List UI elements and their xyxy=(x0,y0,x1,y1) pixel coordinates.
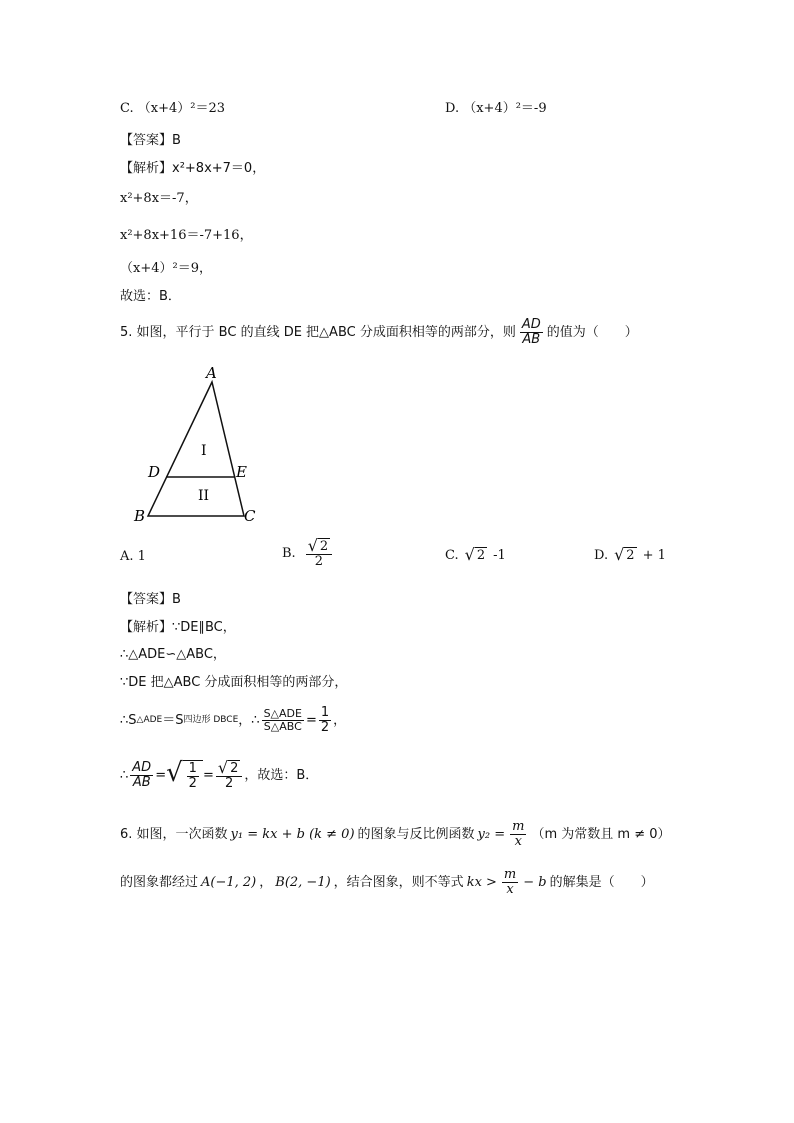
q4-explain-3: x²+8x+16＝-7+16， xyxy=(120,228,253,243)
q5-explain-5-eq2: = xyxy=(202,768,214,784)
q6-line1-b: 的图象与反比例函数 xyxy=(357,827,475,843)
label-b: B xyxy=(134,507,146,525)
q5-option-d-tail: + 1 xyxy=(642,547,666,563)
q5-explain-5-ratio-den: AB xyxy=(132,775,151,791)
q6-line1-func1: y₁ = kx + b (k ≠ 0) xyxy=(230,827,355,843)
q5-explain-5-result: √ 2 2 xyxy=(216,760,242,792)
q6-line1-x: x xyxy=(514,834,522,850)
q6-line2-b: ，结合图象，则不等式 xyxy=(333,875,464,891)
q4-explain-2: x²+8x＝-7， xyxy=(120,191,198,206)
q5-option-c: C. √ 2 -1 xyxy=(445,545,506,564)
region-1-label: I xyxy=(201,443,207,459)
region-2-label: II xyxy=(198,488,210,504)
q5-triangle-figure xyxy=(120,360,270,530)
q5-option-b-rad: 2 xyxy=(319,539,329,554)
q5-explain-4-ratio xyxy=(262,708,304,733)
q6-line2-a: 的图象都经过 xyxy=(120,875,199,891)
q5-option-b-den: 2 xyxy=(314,554,324,570)
q5-explain-4-half xyxy=(319,706,331,736)
q5-answer: 【答案】B xyxy=(120,592,181,607)
q5-explain-5 xyxy=(120,760,318,792)
q5-stem xyxy=(120,318,638,348)
q6-line2-fraction xyxy=(502,868,518,898)
q4-explain-4: （x+4）²＝9， xyxy=(120,261,212,276)
q6-line-1 xyxy=(120,820,671,850)
q5-explain-5-sqrt-half: √ $\frac{1}{2}$ xyxy=(166,760,203,792)
label-c: C xyxy=(244,507,256,525)
triangle-abc xyxy=(148,382,244,516)
q6-line2-point-b: B(2, −1) xyxy=(275,875,331,891)
q5-explain-5-ratio xyxy=(130,761,153,791)
q5-option-d-prefix: D. xyxy=(594,547,609,563)
q5-explain-5-half-den: 2 xyxy=(188,776,197,792)
q5-explain-2: ∴△ADE∽△ABC， xyxy=(120,647,226,662)
q5-option-b-num: √ 2 xyxy=(306,538,332,555)
q5-explain-4-eq: = xyxy=(305,713,317,729)
q5-stem-text: 5. 如图，平行于 BC 的直线 DE 把△ABC 分成面积相等的两部分，则 xyxy=(120,325,516,341)
q5-explain-5-half-num: 1 xyxy=(188,761,197,776)
q5-explain-4-ratio-den: S△ABC xyxy=(263,720,302,734)
q6-line2-ineq: kx > xyxy=(466,875,497,891)
label-e: E xyxy=(236,463,247,481)
q6-line1-m: m xyxy=(512,819,525,834)
q4-explain-1: 【解析】x²+8x+7＝0， xyxy=(120,161,266,176)
q5-explain-4-b: ＝S xyxy=(162,713,184,729)
q5-explain-5-tail: ，故选：B． xyxy=(244,768,319,784)
q6-line-2 xyxy=(120,868,654,898)
q5-option-b-fraction xyxy=(306,538,332,570)
q4-option-d: D. （x+4）²＝-9 xyxy=(445,101,547,116)
q6-line2-m: m xyxy=(503,867,517,882)
q6-line1-a: 6. 如图，一次函数 xyxy=(120,827,228,843)
q5-explain-5-a: ∴ xyxy=(120,768,129,784)
q6-line1-c: （m 为常数且 m ≠ 0） xyxy=(531,827,671,843)
q4-explain-5: 故选：B． xyxy=(120,289,181,304)
q5-option-d: D. √ 2 + 1 xyxy=(594,545,666,564)
q5-explain-5-result-rad: 2 xyxy=(230,761,239,776)
q5-option-d-rad: 2 xyxy=(626,548,635,563)
q5-explain-5-result-den: 2 xyxy=(224,776,234,792)
q5-explain-4-a: ∴S xyxy=(120,713,137,729)
q5-explain-4-half-den: 2 xyxy=(320,720,330,736)
q5-stem-fraction xyxy=(520,318,543,348)
q5-frac-num: AD xyxy=(521,317,541,332)
q5-frac-den: AB xyxy=(522,332,541,348)
q5-option-c-tail: -1 xyxy=(493,547,506,563)
q6-line2-x: x xyxy=(506,882,514,898)
label-d: D xyxy=(148,463,161,481)
q6-line2-minus-b: − b xyxy=(523,875,547,891)
q6-line2-point-a: A(−1, 2) xyxy=(201,875,257,891)
q5-option-c-rad: 2 xyxy=(476,548,486,563)
q5-explain-4-ratio-num: S△ADE xyxy=(263,707,302,721)
q5-explain-4-end: ， xyxy=(333,713,347,729)
q5-explain-4-sub1: △ADE xyxy=(136,715,163,726)
q4-option-c: C. （x+4）²＝23 xyxy=(120,101,225,116)
q5-explain-4-half-num: 1 xyxy=(320,705,330,720)
q5-explain-1: 【解析】∵DE∥BC， xyxy=(120,620,236,635)
q4-answer: 【答案】B xyxy=(120,133,181,148)
q5-explain-4 xyxy=(120,706,346,736)
label-a: A xyxy=(206,364,217,382)
q6-line2-c: 的解集是（ ） xyxy=(549,875,654,891)
q5-option-b-prefix: B. xyxy=(282,546,296,562)
q5-explain-4-sub2: 四边形 DBCE xyxy=(183,715,239,726)
q6-line1-func2: y₂ = xyxy=(477,827,506,843)
q5-explain-4-c: ，∴ xyxy=(238,713,260,729)
q5-option-c-prefix: C. xyxy=(445,547,459,563)
q6-line1-fraction xyxy=(510,820,526,850)
q5-option-b xyxy=(282,538,334,570)
q5-explain-5-eq1: = xyxy=(155,768,167,784)
q5-explain-5-ratio-num: AD xyxy=(132,760,152,775)
q5-option-a: A. 1 xyxy=(120,549,146,564)
q5-stem-tail: 的值为（ ） xyxy=(546,325,638,341)
q5-explain-3: ∵DE 把△ABC 分成面积相等的两部分， xyxy=(120,675,348,690)
q6-line2-sep: ， xyxy=(259,875,273,891)
